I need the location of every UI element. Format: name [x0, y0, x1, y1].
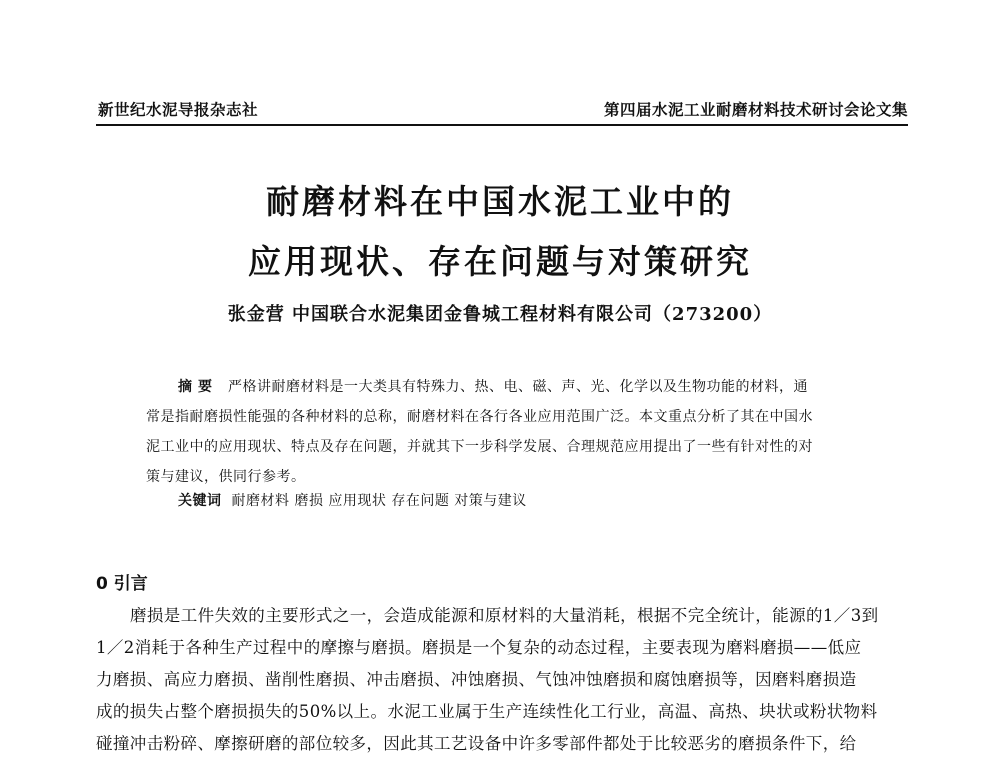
- body-line: 1／2消耗于各种生产过程中的摩擦与磨损。磨损是一个复杂的动态过程，主要表现为磨料磨损——低应: [96, 638, 862, 657]
- abstract-line: 常是指耐磨损性能强的各种材料的总称，耐磨材料在各行各业应用范围广泛。本文重点分析了其在中国水: [146, 409, 813, 425]
- author-affiliation: 张金营 中国联合水泥集团金鲁城工程材料有限公司（273200）: [227, 304, 773, 325]
- abstract-line: 策与建议，供同行参考。: [146, 469, 306, 485]
- abstract-line: [146, 372, 858, 402]
- proceedings-title: 第四届水泥工业耐磨材料技术研讨会论文集: [603, 101, 908, 119]
- keywords-line: [178, 488, 527, 514]
- paper-title-line-2: 应用现状、存在问题与对策研究: [248, 242, 752, 281]
- body-line: 力磨损、高应力磨损、凿削性磨损、冲击磨损、冲蚀磨损、气蚀冲蚀磨损和腐蚀磨损等，因磨料磨损造: [96, 670, 857, 689]
- keywords-text: 耐磨材料 磨损 应用现状 存在问题 对策与建议: [231, 493, 527, 509]
- abstract-text: 严格讲耐磨材料是一大类具有特殊力、热、电、磁、声、光、化学以及生物功能的材料，通: [228, 379, 808, 395]
- keywords-label: 关键词: [178, 493, 222, 509]
- section-body: [96, 600, 912, 760]
- running-header: [96, 96, 908, 126]
- abstract-block: [146, 372, 858, 492]
- body-line: 磨损是工件失效的主要形式之一，会造成能源和原材料的大量消耗，根据不完全统计，能源的1／3到: [130, 606, 879, 625]
- section-heading: 0 引言: [96, 574, 148, 594]
- paper-title-line-1: 耐磨材料在中国水泥工业中的: [266, 182, 734, 221]
- abstract-label: 摘要: [178, 379, 218, 395]
- abstract-line: 泥工业中的应用现状、特点及存在问题，并就其下一步科学发展、合理规范应用提出了一些有针对性的对: [146, 439, 813, 455]
- body-line: 碰撞冲击粉碎、摩擦研磨的部位较多，因此其工艺设备中许多零部件都处于比较恶劣的磨损条件下，给: [96, 734, 857, 753]
- publisher-name: 新世纪水泥导报杂志社: [98, 101, 259, 119]
- body-line: 成的损失占整个磨损损失的50%以上。水泥工业属于生产连续性化工行业，高温、高热、块状或粉状物料: [96, 702, 878, 721]
